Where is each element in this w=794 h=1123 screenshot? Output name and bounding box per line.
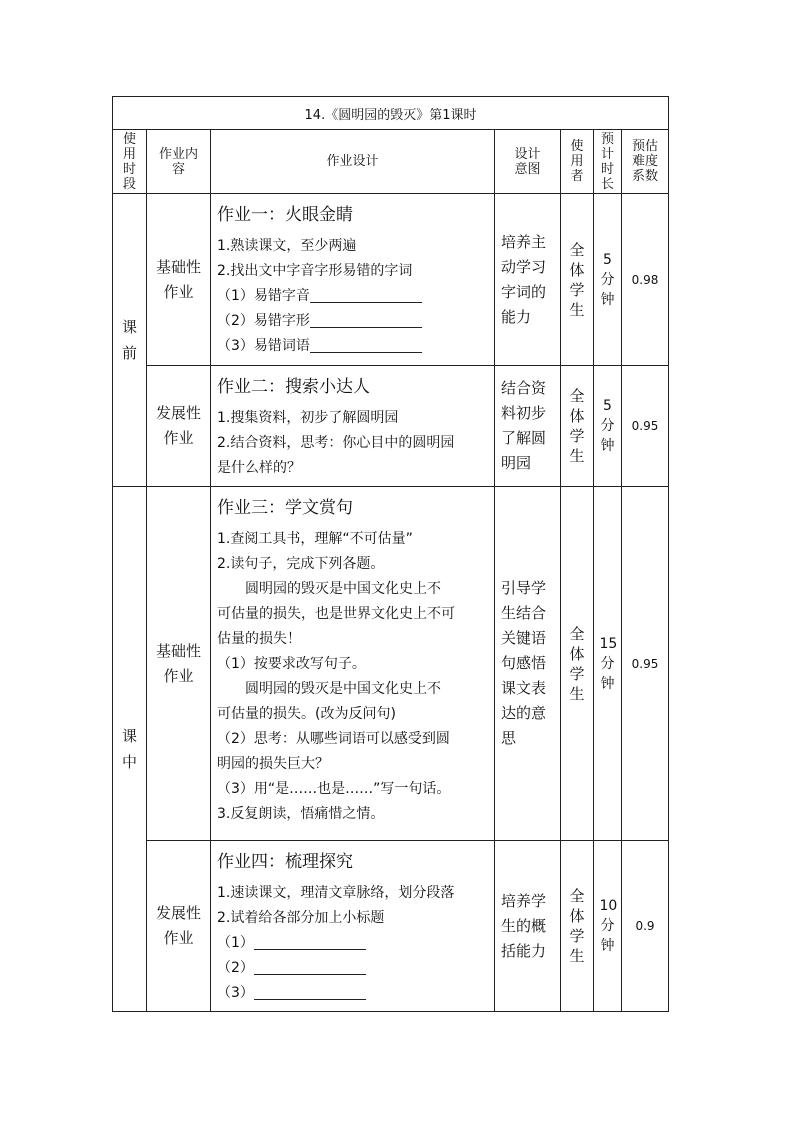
row-difficulty: 0.95 <box>622 487 669 841</box>
task-line: 2.找出文中字音字形易错的字词 <box>217 263 413 279</box>
row-user: 全体学生 <box>561 366 594 487</box>
task-line: （2） <box>217 956 492 981</box>
header-stage: 使用时段 <box>113 130 147 194</box>
stage-during: 课中 <box>113 487 147 1012</box>
row-intent: 培养学生的概括能力 <box>495 841 561 1012</box>
task-line: 1.搜集资料，初步了解圆明园 <box>217 410 399 426</box>
row-user: 全体学生 <box>561 194 594 366</box>
task-line: 2.结合资料，思考：你心目中的圆明园 <box>217 435 455 451</box>
task-line: （2）易错字形 <box>217 309 492 334</box>
row-difficulty: 0.9 <box>622 841 669 1012</box>
row-difficulty: 0.98 <box>622 194 669 366</box>
task-line: （3） <box>217 981 492 1006</box>
row-duration: 5分钟 <box>594 194 622 366</box>
task-line: 可估量的损失，也是世界文化史上不可 <box>217 606 455 622</box>
task-line: （3）用“是……也是……”写一句话。 <box>217 781 451 797</box>
row-intent: 结合资料初步了解圆明园 <box>495 366 561 487</box>
table-row <box>113 841 669 1012</box>
task-title: 作业二：搜索小达人 <box>217 377 370 397</box>
answer-blank <box>310 336 422 353</box>
header-user: 使用者 <box>561 130 594 194</box>
task-line: 1.熟读课文，至少两遍 <box>217 238 357 254</box>
header-intent: 设计意图 <box>495 130 561 194</box>
row-duration: 5分钟 <box>594 366 622 487</box>
header-row <box>113 130 669 194</box>
row-design <box>211 841 495 1012</box>
homework-design-table <box>112 96 669 1012</box>
task-line: 圆明园的毁灭是中国文化史上不 <box>245 681 441 697</box>
row-design <box>211 366 495 487</box>
task-line: 2.试着给各部分加上小标题 <box>217 910 385 926</box>
task-line: 明园的损失巨大？ <box>217 756 329 772</box>
task-line: 3.反复朗读，悟痛惜之情。 <box>217 806 385 822</box>
task-line: 估量的损失！ <box>217 631 301 647</box>
row-user: 全体学生 <box>561 841 594 1012</box>
task-line: 2.读句子，完成下列各题。 <box>217 556 385 572</box>
row-design <box>211 487 495 841</box>
answer-blank <box>254 958 366 975</box>
answer-blank <box>310 286 422 303</box>
task-line: （1） <box>217 931 492 956</box>
row-type: 基础性作业 <box>147 487 211 841</box>
row-type: 基础性作业 <box>147 194 211 366</box>
row-design <box>211 194 495 366</box>
header-design: 作业设计 <box>211 130 495 194</box>
answer-blank <box>310 311 422 328</box>
row-user: 全体学生 <box>561 487 594 841</box>
row-duration: 10分钟 <box>594 841 622 1012</box>
answer-blank <box>254 933 366 950</box>
table-row <box>113 366 669 487</box>
task-title: 作业一：火眼金睛 <box>217 205 353 225</box>
row-type: 发展性作业 <box>147 841 211 1012</box>
task-line: 1.速读课文，理清文章脉络，划分段落 <box>217 885 455 901</box>
task-line: 可估量的损失。(改为反问句) <box>217 706 396 722</box>
table-row <box>113 487 669 841</box>
task-line: 是什么样的？ <box>217 460 301 476</box>
row-intent: 引导学生结合关键语句感悟课文表达的意思 <box>495 487 561 841</box>
header-content: 作业内容 <box>147 130 211 194</box>
row-type: 发展性作业 <box>147 366 211 487</box>
task-title: 作业四：梳理探究 <box>217 852 353 872</box>
row-difficulty: 0.95 <box>622 366 669 487</box>
task-line: 1.查阅工具书，理解“不可估量” <box>217 531 413 547</box>
task-line: （3）易错词语 <box>217 334 492 359</box>
task-line: （1）易错字音 <box>217 284 492 309</box>
task-line: 圆明园的毁灭是中国文化史上不 <box>245 581 441 597</box>
stage-before: 课前 <box>113 194 147 487</box>
header-difficulty: 预估难度系数 <box>622 130 669 194</box>
answer-blank <box>254 983 366 1000</box>
table-row <box>113 194 669 366</box>
row-duration: 15分钟 <box>594 487 622 841</box>
header-duration: 预计时长 <box>594 130 622 194</box>
task-line: （1）按要求改写句子。 <box>217 656 366 672</box>
table-title: 14.《圆明园的毁灭》第1课时 <box>113 97 669 130</box>
task-title: 作业三：学文赏句 <box>217 498 353 518</box>
row-intent: 培养主动学习字词的能力 <box>495 194 561 366</box>
task-line: （2）思考：从哪些词语可以感受到圆 <box>217 731 450 747</box>
